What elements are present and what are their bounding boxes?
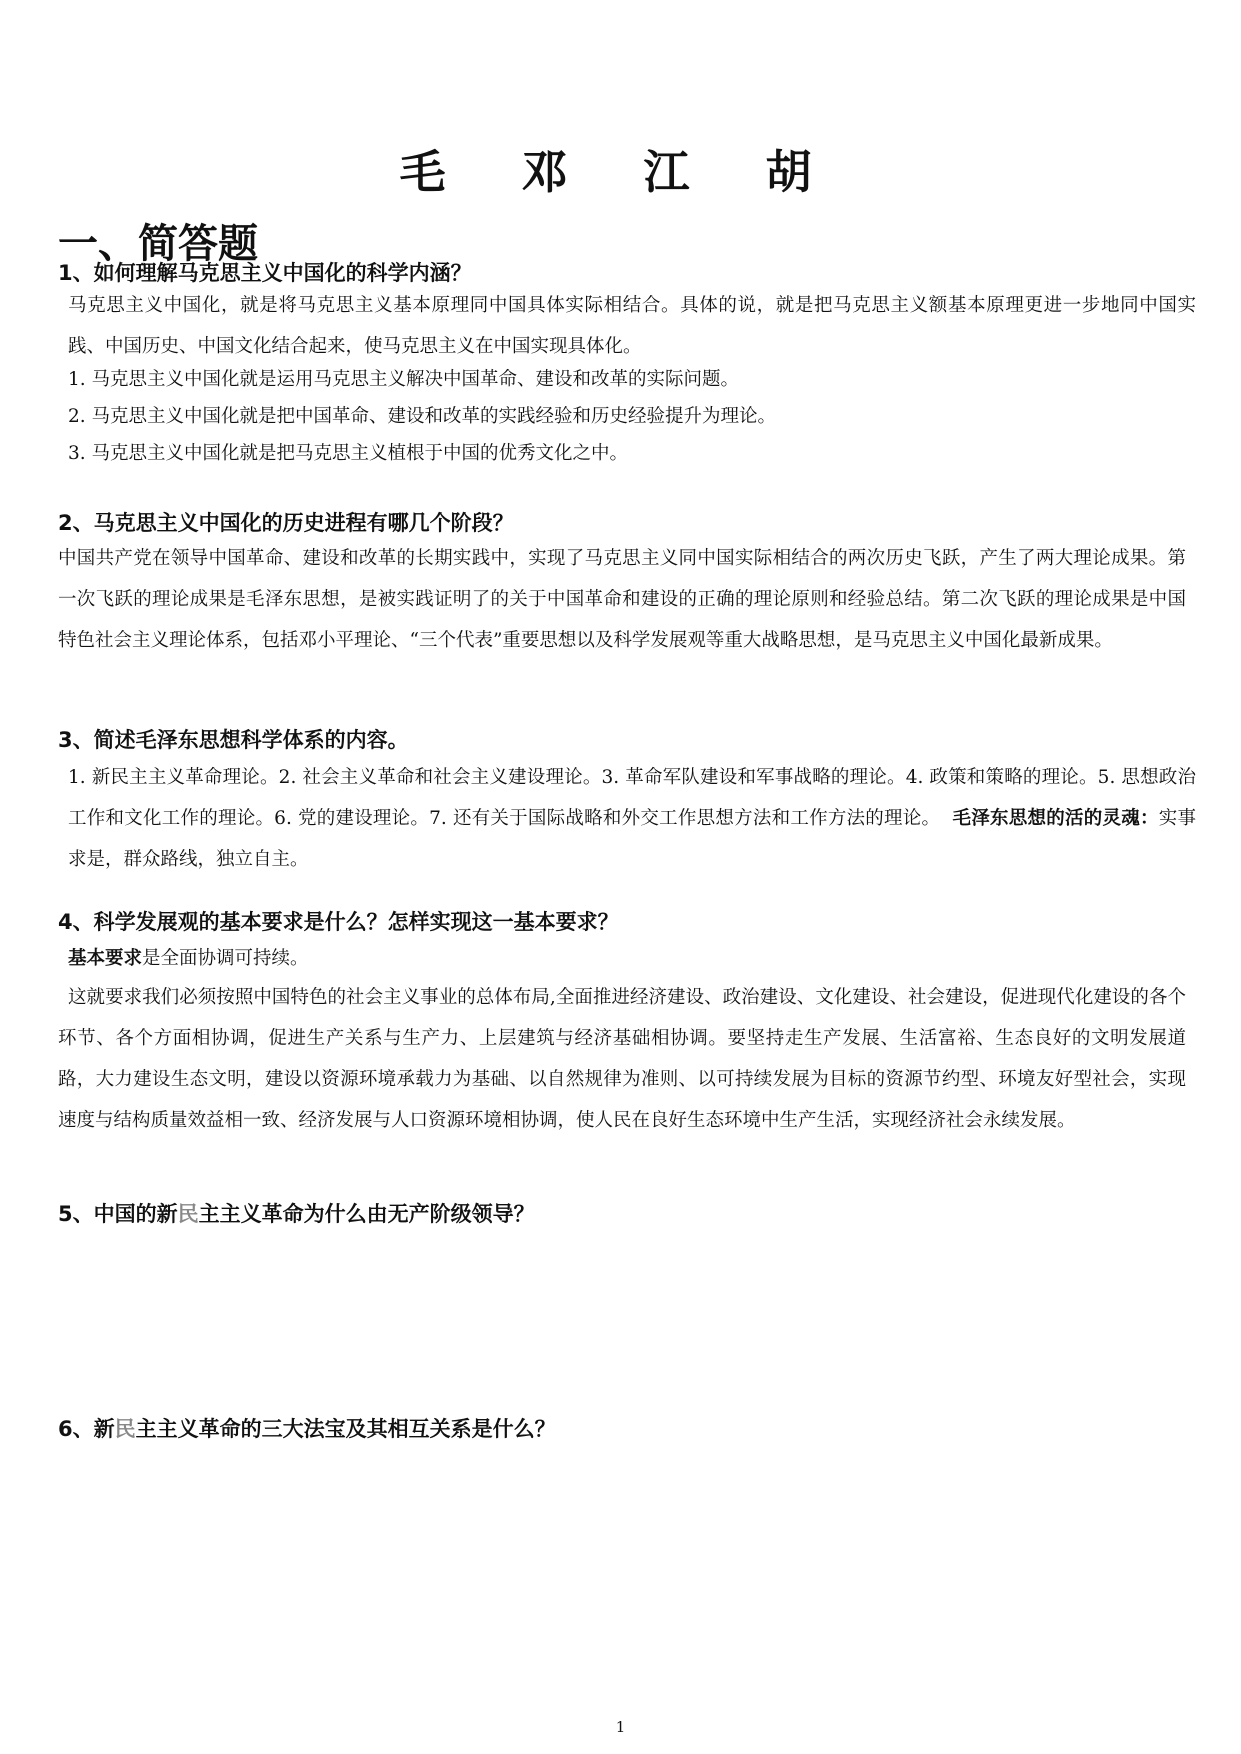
question-2: 2、马克思主义中国化的历史进程有哪几个阶段？ [58, 511, 514, 535]
question-4: 4、科学发展观的基本要求是什么？怎样实现这一基本要求？ [58, 910, 619, 934]
question-6-part-3: 主主义革命的三大法宝及其相互关系是什么？ [135, 1417, 556, 1441]
answer-3 [58, 757, 1196, 880]
answer-1-point-2: 2. 马克思主义中国化就是把中国革命、建设和改革的实践经验和历史经验提升为理论。 [68, 406, 777, 427]
question-5-part-2: 民 [177, 1202, 199, 1226]
answer-4-requirement [58, 938, 1196, 979]
soul-text: 实事求是，群众路线，独立自主。 [68, 808, 1196, 870]
answer-1-intro: 马克思主义中国化，就是将马克思主义基本原理同中国具体实际相结合。具体的说，就是把马克思主义额基本原理更进一步地同中国实践、中国历史、中国文化结合起来，使马克思主义在中国实现具体化。 [68, 295, 1196, 357]
page-number: 1 [615, 1718, 626, 1736]
section-heading: 一、简答题 [58, 221, 258, 267]
question-5-part-3: 主主义革命为什么由无产阶级领导？ [198, 1202, 535, 1226]
answer-1-point-1: 1. 马克思主义中国化就是运用马克思主义解决中国革命、建设和改革的实际问题。 [68, 369, 740, 390]
question-6 [58, 1413, 1188, 1445]
question-6-part-2: 民 [114, 1417, 136, 1441]
answer-3-text: 1. 新民主主义革命理论。2. 社会主义革命和社会主义建设理论。3. 革命军队建设和军事战略的理论。4. 政策和策略的理论。5. 思想政治工作和文化工作的理论。6. 党的建设理论。7. 还有关于国际战略和外交工作思想方法和工作方法的理论。 [68, 767, 1196, 829]
answer-1-point-3: 3. 马克思主义中国化就是把马克思主义植根于中国的优秀文化之中。 [68, 443, 629, 464]
requirement-text: 是全面协调可持续。 [142, 948, 309, 969]
answer-4: 这就要求我们必须按照中国特色的社会主义事业的总体布局,全面推进经济建设、政治建设、文化建设、社会建设，促进现代化建设的各个环节、各个方面相协调，促进生产关系与生产力、上层建筑与经济基础相协调。要坚持走生产发展、生活富裕、生态良好的文明发展道路，大力建设生态文明，建设以资源环境承载力为基础、以自然规律为准则、以可持续发展为目标的资源节约型、环境友好型社会，实现速度与结构质量效益相一致、经济发展与人口资源环境相协调，使人民在良好生态环境中生产生活，实现经济社会永续发展。 [58, 987, 1186, 1131]
question-5-part-1: 5、中国的新 [58, 1202, 178, 1226]
document-title: 毛 邓 江 胡 [399, 145, 842, 199]
requirement-label: 基本要求 [68, 948, 143, 969]
soul-label: 毛泽东思想的活的灵魂： [952, 808, 1159, 829]
question-1: 1、如何理解马克思主义中国化的科学内涵？ [58, 261, 472, 285]
answer-2: 中国共产党在领导中国革命、建设和改革的长期实践中，实现了马克思主义同中国实际相结合的两次历史飞跃，产生了两大理论成果。第一次飞跃的理论成果是毛泽东思想，是被实践证明了的关于中国革命和建设的正确的理论原则和经验总结。第二次飞跃的理论成果是中国特色社会主义理论体系，包括邓小平理论、“三个代表”重要思想以及科学发展观等重大战略思想，是马克思主义中国化最新成果。 [58, 548, 1186, 651]
question-5 [58, 1198, 1188, 1230]
question-6-part-1: 6、新 [58, 1417, 115, 1441]
question-3: 3、简述毛泽东思想科学体系的内容。 [58, 728, 409, 752]
